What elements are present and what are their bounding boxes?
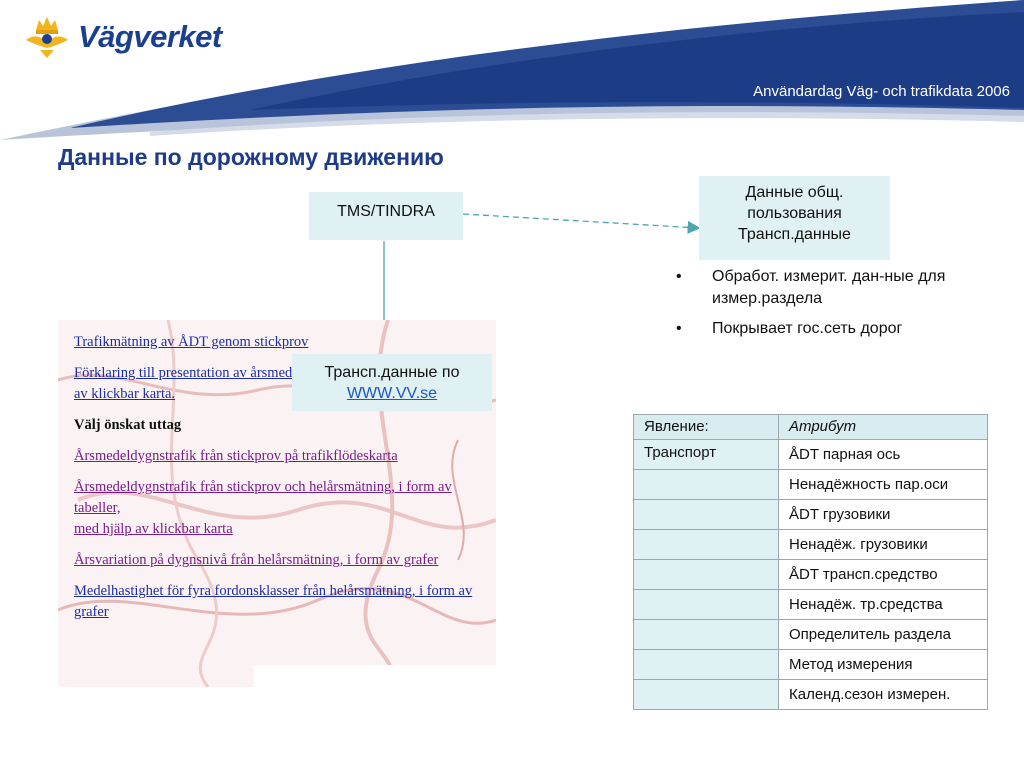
website-link[interactable]: Trafikmätning av ÅDT genom stickprov bbox=[74, 334, 309, 350]
website-link[interactable]: av klickbar karta. bbox=[74, 386, 176, 402]
bullet-text: Покрывает гос.сеть дорог bbox=[712, 320, 903, 337]
brand-name: Vägverket bbox=[78, 19, 222, 54]
website-link[interactable]: Årsvariation på dygnsnivå från helårsmätning, i form av grafer bbox=[74, 552, 439, 568]
phenomenon-cell bbox=[634, 680, 779, 710]
attribute-table bbox=[633, 414, 988, 710]
phenomenon-cell bbox=[634, 650, 779, 680]
table-header-row bbox=[634, 415, 988, 440]
attribute-cell: Метод измерения bbox=[779, 650, 988, 680]
header-phenomenon: Явление: bbox=[634, 415, 779, 440]
public-box-line: Трансп.данные bbox=[738, 226, 851, 243]
website-section-heading: Välj önskat uttag bbox=[74, 417, 182, 433]
public-data-box bbox=[699, 176, 890, 260]
event-title: Användardag Väg- och trafikdata 2006 bbox=[753, 83, 1010, 100]
website-link[interactable]: Årsmedeldygnstrafik från stickprov och helårsmätning, i form av tabeller, bbox=[74, 479, 452, 516]
transp-box-label: Трансп.данные по bbox=[324, 364, 460, 381]
bullet-item bbox=[676, 318, 976, 340]
phenomenon-cell bbox=[634, 590, 779, 620]
phenomenon-cell bbox=[634, 620, 779, 650]
table-row bbox=[634, 440, 988, 470]
bullet-text: Обработ. измерит. дан-ные для измер.раздела bbox=[712, 268, 946, 307]
transp-data-box bbox=[292, 354, 492, 411]
table-row bbox=[634, 620, 988, 650]
brand-logo bbox=[22, 12, 222, 62]
website-link[interactable]: Årsmedeldygnstrafik från stickprov på trafikflödeskarta bbox=[74, 448, 398, 464]
crown-wings-emblem-icon bbox=[22, 12, 72, 62]
bullet-dot: • bbox=[676, 268, 682, 285]
tms-tindra-label: TMS/TINDRA bbox=[337, 203, 435, 220]
phenomenon-cell bbox=[634, 530, 779, 560]
table-row bbox=[634, 560, 988, 590]
attribute-cell: Ненадёж. тр.средства bbox=[779, 590, 988, 620]
bullet-item bbox=[676, 266, 976, 310]
bullet-list bbox=[676, 266, 976, 348]
phenomenon-cell bbox=[634, 500, 779, 530]
table-row bbox=[634, 500, 988, 530]
table-row bbox=[634, 590, 988, 620]
attribute-cell: Ненадёжность пар.оси bbox=[779, 470, 988, 500]
attribute-cell: ÅDT парная ось bbox=[779, 440, 988, 470]
table-row bbox=[634, 470, 988, 500]
attribute-cell: Календ.сезон измерен. bbox=[779, 680, 988, 710]
table-row bbox=[634, 680, 988, 710]
attribute-cell: Ненадёж. грузовики bbox=[779, 530, 988, 560]
attribute-cell: ÅDT грузовики bbox=[779, 500, 988, 530]
slide-title: Данные по дорожному движению bbox=[58, 144, 444, 170]
website-link[interactable]: Medelhastighet för fyra fordonsklasser från helårsmätning, i form av grafer bbox=[74, 583, 473, 620]
public-box-line: пользования bbox=[747, 205, 842, 222]
website-link[interactable]: med hjälp av klickbar karta bbox=[74, 521, 233, 537]
bullet-dot: • bbox=[676, 320, 682, 337]
table-row bbox=[634, 530, 988, 560]
website-link[interactable]: Förklaring till presentation av årsmed bbox=[74, 365, 293, 381]
vv-website-link[interactable]: WWW.VV.se bbox=[346, 385, 438, 402]
phenomenon-cell bbox=[634, 470, 779, 500]
public-box-line: Данные общ. bbox=[745, 184, 844, 201]
phenomenon-cell bbox=[634, 560, 779, 590]
dashed-arrow-tms-to-public bbox=[463, 214, 698, 228]
phenomenon-cell: Транспорт bbox=[634, 440, 779, 470]
tms-tindra-box bbox=[309, 192, 463, 240]
header-attribute: Атрибут bbox=[779, 415, 988, 440]
table-row bbox=[634, 650, 988, 680]
attribute-cell: ÅDT трансп.средство bbox=[779, 560, 988, 590]
attribute-cell: Определитель раздела bbox=[779, 620, 988, 650]
